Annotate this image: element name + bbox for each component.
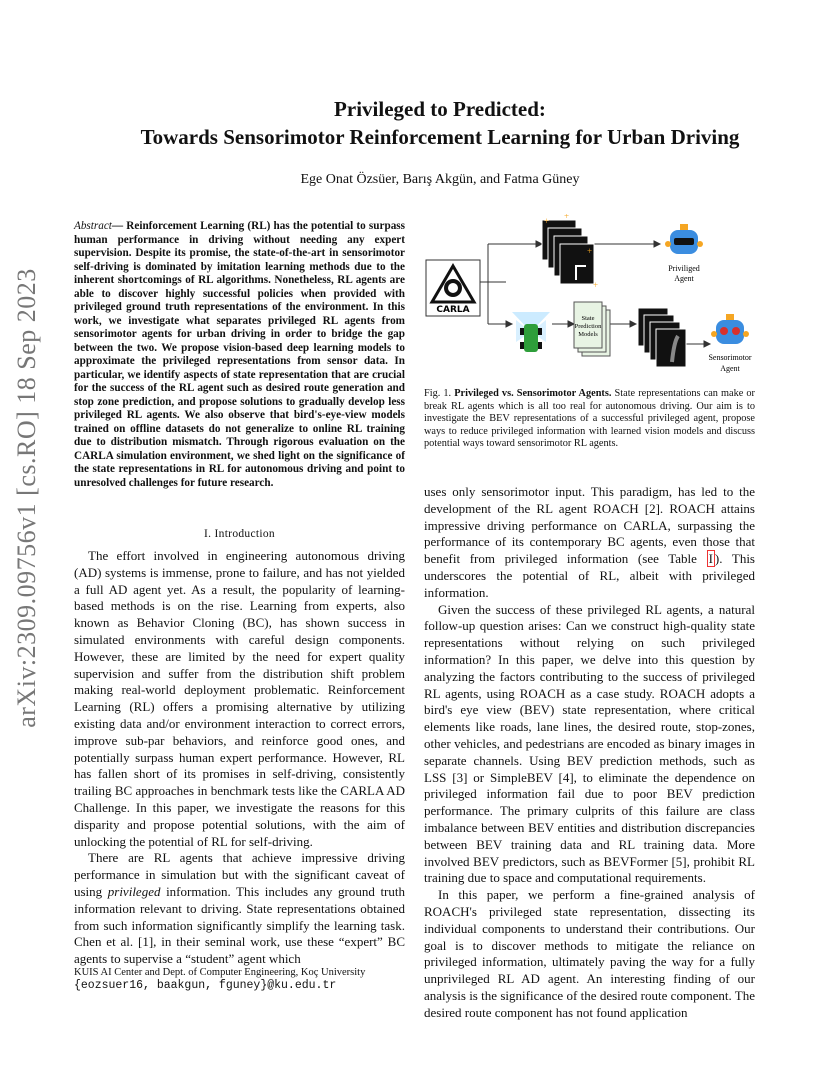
footnote-affiliation: KUIS AI Center and Dept. of Computer Engineering, Koç University: [74, 967, 366, 978]
caption-bold: Privileged vs. Sensorimotor Agents.: [454, 388, 612, 399]
intro-paragraph-2: [74, 850, 405, 968]
plus-mark-4: +: [593, 280, 599, 290]
figure-1: [424, 214, 755, 384]
carla-label: CARLA: [436, 305, 470, 315]
models-label-3: Models: [578, 331, 598, 338]
right-paragraph-2: In this paper, we perform a fine-grained analysis of ROACH's privileged state representation, dissecting its individual components to understand their contributions. Our goal is to discover methods to mitigate the reliance on privileged information, ultimately paving the way for a fully unprivileged RL AD agent. An interesting finding of our analysis is the significance of the desired route component. The desired route component has not found application: [424, 887, 755, 1020]
abstract: [74, 220, 405, 490]
models-label-2: Prediction: [574, 323, 602, 330]
title-line-2: Towards Sensorimotor Reinforcement Learning for Urban Driving: [140, 125, 740, 149]
privileged-agent-robot-icon: [665, 224, 703, 283]
sensorimotor-label-1: Sensorimotor: [708, 353, 752, 362]
sensorimotor-label-2: Agent: [720, 364, 740, 373]
right-paragraph-0: [424, 484, 755, 602]
caption-text: State representations can make or break RL agents which is all too real for autonomous driving. Our aim is to investigate the BEV representations of a successful privileged agent, propose ways to reduce privileged information with learned vision models and discuss potential ways toward sensorimotor RL agents.: [424, 388, 755, 450]
intro-p2-emphasis: privileged: [107, 883, 161, 899]
caption-label: Fig. 1.: [424, 388, 452, 399]
arxiv-stamp: arXiv:2309.09756v1 [cs.RO] 18 Sep 2023: [12, 268, 41, 728]
privileged-label-2: Agent: [674, 274, 694, 283]
carla-logo: [426, 260, 480, 316]
plus-mark-1: +: [544, 216, 550, 226]
abstract-label: Abstract: [74, 220, 112, 232]
figure-1-diagram: [424, 214, 755, 384]
plus-mark-3: +: [587, 246, 593, 256]
models-label-1: State: [581, 315, 595, 322]
sensorimotor-agent-robot-icon: [708, 314, 751, 373]
plus-mark-2: +: [564, 214, 570, 221]
right-p0-part-a: uses only sensorimotor input. This paradigm, has led to the development of the RL agent ROACH [2]. ROACH attains impressive driving performance on CARLA, surpassing the performance of its contemporary BC agents, even those that benefit from privileged information (see Table: [424, 484, 755, 567]
table-reference-link[interactable]: I: [708, 551, 713, 567]
section-heading-introduction: I. Introduction: [204, 528, 275, 540]
car-with-cameras-icon: [512, 312, 550, 352]
intro-p2-part-a: There are RL agents that achieve impressive driving performance in simulation but with the significant caveat of using: [74, 850, 405, 899]
title-line-1: Privileged to Predicted:: [334, 97, 546, 121]
intro-p2-part-b: information. This includes any ground truth information relevant to driving. State representations obtained from such information significantly simplify the learning task. Chen et al. [1], in their seminal work, use these “expert” BC agents to supervise a “student” agent which: [74, 883, 405, 967]
footnote: [74, 966, 405, 992]
abstract-text: — Reinforcement Learning (RL) has the potential to surpass human performance in driving without needing any expert supervision. Despite its promise, the state-of-the-art in sensorimotor self-driving is dominated by imitation learning methods due to the inherent shortcomings of RL algorithms. Nonetheless, RL agents are able to discover highly successful policies when provided with privileged ground truth representations of the environment. In this work, we investigate what separates privileged RL agents from sensorimotor agents for urban driving in order to bridge the gap between the two. We propose vision-based deep learning models to approximate the privileged representations from sensor data. In particular, we identify aspects of state representation that are crucial for the success of the RL agent such as desired route generation and stop zone prediction, and propose solutions to gradually develop less privileged RL agents. We also observe that bird's-eye-view models trained on offline datasets do not generalize to online RL training due to distribution mismatch. Through rigorous evaluation on the CARLA simulation environment, we shed light on the significance of the state representations in RL for autonomous driving and point to unresolved challenges for future research.: [74, 220, 405, 489]
intro-right-column: [424, 484, 755, 1022]
footnote-email: {eozsuer16, baakgun, fguney}@ku.edu.tr: [74, 979, 337, 992]
intro-paragraph-1: The effort involved in engineering autonomous driving (AD) systems is immense, prone to failure, and has not yielded a full AD agent yet. As a result, the popularity of learning-based methods is on the rise. Learning from experts, also known as Behavior Cloning (BC), has shown success in simulated environments with careful design components. However, these are limited by the need for expert quality supervision and suffer from the distribution shift problem making real-world deployment problematic. Reinforcement Learning (RL) offers a promising alternative by utilizing existing data and/or environment interaction to correct errors, improve sub-par behaviors, and reinforce good ones, and potentially surpass human expert performance. However, RL has fallen short of its promises in self-driving, consistently trailing BC approaches in benchmark tests like the CARLA AD Challenge. In this paper, we investigate the reasons for this disparity and propose potential solutions, with the aim of unlocking the potential of RL for self-driving.: [74, 548, 405, 849]
figure-1-caption: [424, 388, 755, 451]
privileged-bev-stack: [542, 214, 598, 290]
right-paragraph-1: Given the success of these privileged RL agents, a natural follow-up question arises: Can we construct high-quality state representations without relying on such privileged information? In this paper, we delve into this question by analyzing the factors contributing to the success of privileged RL agents, using ROACH as a case study. ROACH adopts a bird's eye view (BEV) state representation, where critical elements like roads, lane lines, the desired route, stop-zones, other vehicles, and pedestrians are encoded as binary images in separate channels. Using BEV prediction methods, such as LSS [3] or SimpleBEV [4], to eliminate the dependence on privileged information fail due to poor BEV prediction performance. The primary culprits of this failure are class imbalance between BEV entities and distribution discrepancies between BEV training data and RL training data. More involved BEV predictors, such as BEVFormer [5], prohibit RL training due to space and computational requirements.: [424, 601, 755, 886]
right-p0-part-b: ). This underscores the potential of RL, albeit with privileged information.: [424, 551, 755, 600]
intro-left-column: [74, 548, 405, 968]
authors: Ege Onat Özsüer, Barış Akgün, and Fatma Güney: [300, 172, 580, 187]
privileged-label-1: Priviliged: [668, 264, 700, 273]
state-prediction-models-box: [574, 302, 610, 356]
predicted-bev-stack: [638, 308, 686, 367]
